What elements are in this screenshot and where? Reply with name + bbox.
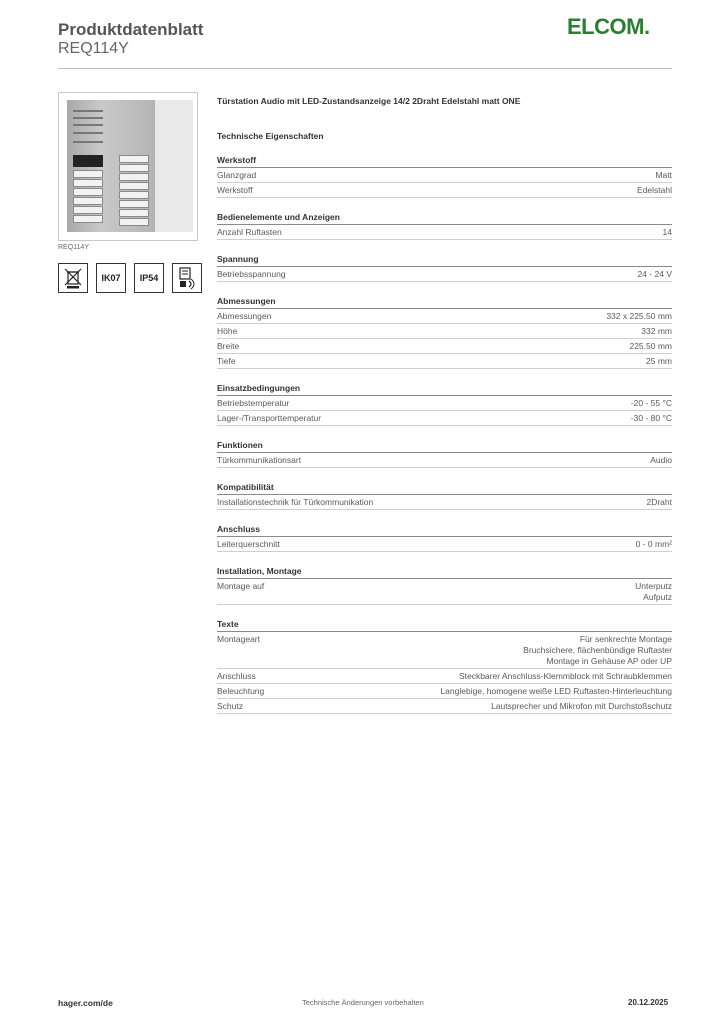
led-status-display [73, 155, 103, 167]
spec-group-title: Bedienelemente und Anzeigen [217, 212, 340, 222]
call-button [73, 179, 103, 187]
spec-value [491, 701, 672, 712]
image-caption: REQ114Y [58, 244, 89, 251]
spec-label: Betriebstemperatur [217, 398, 290, 408]
footer-date: 20.12.2025 [628, 998, 669, 1007]
spec-label: Installationstechnik für Türkommunikation [217, 497, 374, 507]
spec-value-line: Edelstahl [637, 185, 672, 195]
group-spacer [217, 552, 672, 561]
spec-group-title: Funktionen [217, 440, 263, 450]
group-spacer [217, 282, 672, 291]
spec-label: Montage auf [217, 581, 265, 591]
spec-value-line: Audio [650, 455, 672, 465]
call-button [73, 206, 103, 214]
spec-value [523, 634, 672, 667]
spec-label: Werkstoff [217, 185, 253, 195]
spec-value-line: 225.50 mm [629, 341, 672, 351]
spec-value [635, 581, 672, 603]
spec-value [641, 326, 672, 337]
group-spacer [217, 510, 672, 519]
spec-label: Betriebsspannung [217, 269, 286, 279]
brand-logo: ELCOM. [567, 14, 650, 39]
spec-value [663, 227, 672, 238]
spec-value-line: 332 x 225.50 mm [606, 311, 672, 321]
spec-row [217, 411, 672, 426]
spec-label: Lager-/Transporttemperatur [217, 413, 322, 423]
spec-label: Breite [217, 341, 240, 351]
call-button [73, 188, 103, 196]
spec-group-title: Installation, Montage [217, 566, 302, 576]
group-spacer [217, 369, 672, 378]
product-code: REQ114Y [58, 40, 129, 57]
spec-value-line: 2Draht [646, 497, 672, 507]
product-title: Türstation Audio mit LED-Zustandsanzeige 14/2 2Draht Edelstahl matt ONE [217, 96, 521, 106]
group-spacer [217, 240, 672, 249]
speaker-grille-line [73, 117, 103, 119]
spec-value-line: -20 - 55 °C [630, 398, 672, 408]
spec-value-line: Aufputz [643, 592, 672, 602]
spec-group-title: Abmessungen [217, 296, 276, 306]
spec-label: Anschluss [217, 671, 256, 681]
footer-website: hager.com/de [58, 998, 113, 1008]
spec-label: Anzahl Ruftasten [217, 227, 282, 237]
spec-row [217, 699, 672, 714]
spec-value [606, 311, 672, 322]
spec-value [459, 671, 672, 682]
spec-value-line: Bruchsichere, flächenbündige Ruftaster [523, 645, 672, 655]
call-button [119, 182, 149, 190]
header-divider [58, 68, 672, 69]
spec-value [629, 341, 672, 352]
spec-label: Türkommunikationsart [217, 455, 302, 465]
call-button [119, 155, 149, 163]
spec-value [646, 356, 672, 367]
spec-value-line: Steckbarer Anschluss-Klemmblock mit Schraubklemmen [458, 671, 672, 681]
spec-label: Schutz [217, 701, 243, 711]
spec-value-line: 24 - 24 V [637, 269, 672, 279]
spec-table [217, 150, 672, 714]
call-button [73, 197, 103, 205]
call-button [119, 164, 149, 172]
speaker-grille-line [73, 110, 103, 112]
group-spacer [217, 426, 672, 435]
spec-row [217, 309, 672, 324]
call-button [119, 173, 149, 181]
spec-value-line: 0 - 0 mm² [635, 539, 672, 549]
spec-row [217, 453, 672, 468]
spec-group-title: Einsatzbedingungen [217, 383, 301, 393]
spec-row [217, 324, 672, 339]
ik07-badge: IK07 [96, 263, 126, 293]
spec-value [650, 455, 672, 466]
spec-row [217, 684, 672, 699]
spec-value-line: Matt [655, 170, 672, 180]
spec-row [217, 632, 672, 669]
spec-value-line: Unterputz [635, 581, 672, 591]
spec-row [217, 495, 672, 510]
spec-value [646, 497, 672, 508]
call-button [119, 209, 149, 217]
spec-value [440, 686, 672, 697]
spec-row [217, 183, 672, 198]
spec-value-line: Montage in Gehäuse AP oder UP [546, 656, 672, 666]
spec-row [217, 579, 672, 605]
spec-value-line: 14 [662, 227, 672, 237]
speaker-grille-line [73, 132, 103, 134]
spec-row [217, 396, 672, 411]
spec-group-title: Werkstoff [217, 155, 257, 165]
spec-label: Abmessungen [217, 311, 272, 321]
spec-value-line: 332 mm [641, 326, 672, 336]
speaker-grille-line [73, 124, 103, 126]
spec-label: Beleuchtung [217, 686, 265, 696]
footer-disclaimer: Technische Änderungen vorbehalten [302, 998, 424, 1007]
spec-row [217, 168, 672, 183]
door-station-plate [67, 100, 155, 232]
call-button [73, 170, 103, 178]
group-spacer [217, 605, 672, 614]
spec-label: Höhe [217, 326, 238, 336]
page-title: Produktdatenblatt [58, 20, 204, 39]
call-button [119, 218, 149, 226]
group-spacer [217, 468, 672, 477]
group-spacer [217, 198, 672, 207]
spec-group-title: Texte [217, 619, 239, 629]
spec-row [217, 669, 672, 684]
weee-crossed-bin-icon [58, 263, 88, 293]
spec-row [217, 339, 672, 354]
spec-value-line: Lautsprecher und Mikrofon mit Durchstoßschutz [491, 701, 672, 711]
spec-row [217, 267, 672, 282]
spec-value [637, 185, 672, 196]
image-background [155, 100, 193, 232]
spec-group-title: Anschluss [217, 524, 260, 534]
ip54-badge: IP54 [134, 263, 164, 293]
spec-group-title: Kompatibilität [217, 482, 274, 492]
spec-value [655, 170, 672, 181]
spec-value [631, 413, 672, 424]
speaker-grille-line [73, 141, 103, 143]
spec-value-line: -30 - 80 °C [630, 413, 672, 423]
induction-loop-icon [172, 263, 202, 293]
call-button [119, 200, 149, 208]
spec-value-line: Langlebige, homogene weiße LED Ruftasten-Hinterleuchtung [440, 686, 672, 696]
spec-label: Glanzgrad [217, 170, 257, 180]
spec-row [217, 354, 672, 369]
call-button [119, 191, 149, 199]
spec-row [217, 537, 672, 552]
spec-value [631, 398, 672, 409]
spec-value [638, 269, 673, 280]
product-image [58, 92, 198, 241]
spec-label: Tiefe [217, 356, 236, 366]
spec-value [636, 539, 672, 550]
spec-value-line: 25 mm [646, 356, 672, 366]
spec-group-title: Spannung [217, 254, 259, 264]
spec-row [217, 225, 672, 240]
call-button [73, 215, 103, 223]
spec-label: Leiterquerschnitt [217, 539, 280, 549]
section-heading: Technische Eigenschaften [217, 131, 324, 141]
spec-label: Montageart [217, 634, 260, 644]
spec-value-line: Für senkrechte Montage [579, 634, 672, 644]
